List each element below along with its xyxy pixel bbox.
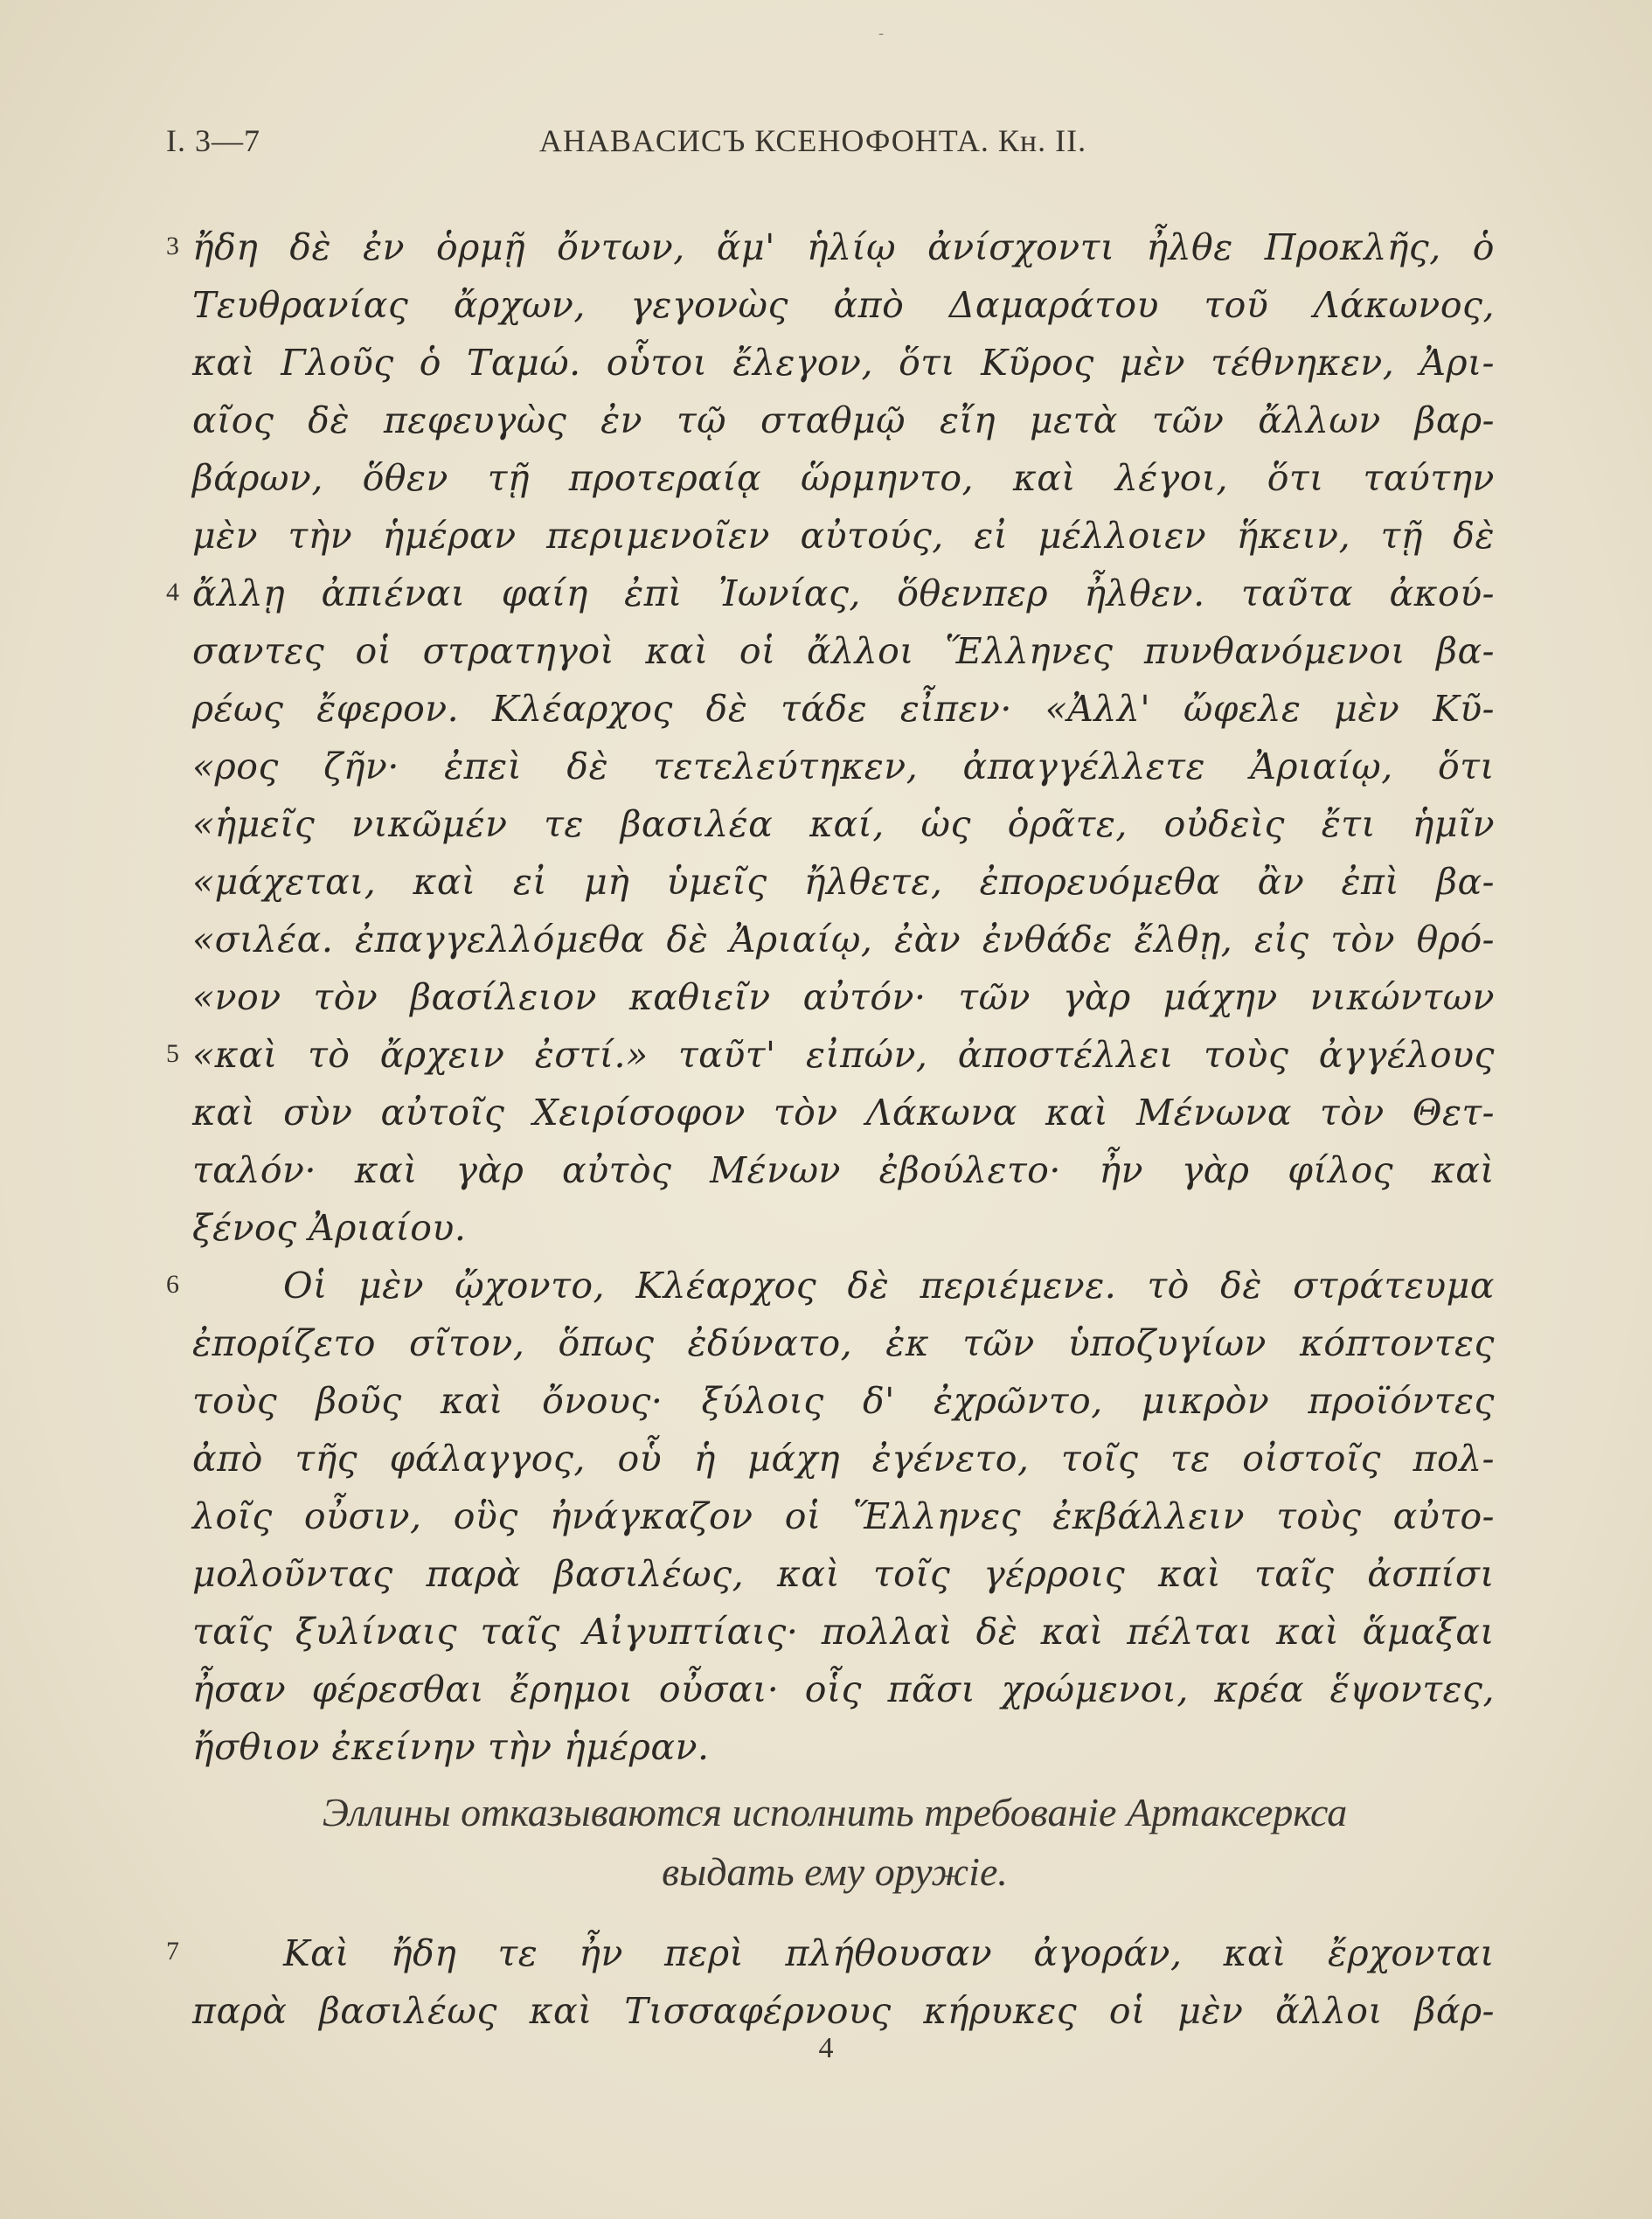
- top-mark: -: [878, 24, 885, 43]
- text-line: Οἱ μὲν ᾤχοντο, Κλέαρχος δὲ περιέμενε. τὸ δὲ στράτευμα: [283, 1265, 1495, 1307]
- paragraph-1: [192, 218, 1495, 1257]
- page-number: 4: [818, 2032, 834, 2064]
- paragraph-2: [192, 1257, 1495, 1776]
- text-line: «ρος ζῆν· ἐπεὶ δὲ τετελεύτηκεν, ἀπαγγέλλετε Ἀριαίῳ, ὅτι: [192, 745, 1495, 787]
- text-line: ταλόν· καὶ γὰρ αὐτὸς Μένων ἐβούλετο· ἦν γὰρ φίλος καὶ: [192, 1149, 1495, 1191]
- running-header: [166, 122, 1460, 175]
- text-line: λοῖς οὖσιν, οὓς ἠνάγκαζον οἱ Ἕλληνες ἐκβάλλειν τοὺς αὐτο-: [192, 1495, 1495, 1537]
- text-line: «καὶ τὸ ἄρχειν ἐστί.» ταῦτ' εἰπών, ἀποστέλλει τοὺς ἀγγέλους: [192, 1034, 1495, 1076]
- text-line: μολοῦντας παρὰ βασιλέως, καὶ τοῖς γέρροις καὶ ταῖς ἀσπίσι: [192, 1553, 1495, 1595]
- section-number-7: 7: [166, 1937, 179, 1966]
- text-line: Καὶ ἤδη τε ἦν περὶ πλήθουσαν ἀγοράν, καὶ ἔρχονται: [283, 1932, 1495, 1974]
- section-number-4: 4: [166, 578, 179, 607]
- text-line: βάρων, ὅθεν τῇ προτεραίᾳ ὥρμηντο, καὶ λέγοι, ὅτι ταύτην: [192, 457, 1495, 499]
- text-line: ἀπὸ τῆς φάλαγγος, οὗ ἡ μάχη ἐγένετο, τοῖς τε οἰστοῖς πολ-: [192, 1438, 1495, 1480]
- text-line: «νον τὸν βασίλειον καθιεῖν αὐτόν· τῶν γὰρ μάχην νικώντων: [192, 976, 1495, 1018]
- heading-line: выдать ему оружіе.: [662, 1849, 1008, 1894]
- text-line: «ἡμεῖς νικῶμέν τε βασιλέα καί, ὡς ὁρᾶτε, οὐδεὶς ἔτι ἡμῖν: [192, 803, 1495, 845]
- section-heading: [166, 1783, 1503, 1902]
- text-line: ἦσαν φέρεσθαι ἔρημοι οὖσαι· οἷς πᾶσι χρώμενοι, κρέα ἕψοντες,: [192, 1668, 1495, 1710]
- text-line: τοὺς βοῦς καὶ ὄνους· ξύλοις δ' ἐχρῶντο, μικρὸν προϊόντες: [192, 1380, 1495, 1422]
- header-title: ΑΗΑΒΑCИCЪ КСЕНОФОНТА. Кн. II.: [538, 123, 1087, 158]
- section-number-6: 6: [166, 1270, 179, 1299]
- text-line: ἤσθιον ἐκείνην τὴν ἡμέραν.: [192, 1726, 710, 1768]
- header-section-ref: I. 3—7: [166, 123, 260, 158]
- text-line: «μάχεται, καὶ εἰ μὴ ὑμεῖς ἤλθετε, ἐπορευόμεθα ἂν ἐπὶ βα-: [192, 861, 1495, 903]
- text-line: ἄλλῃ ἀπιέναι φαίη ἐπὶ Ἰωνίας, ὅθενπερ ἦλθεν. ταῦτα ἀκού-: [192, 572, 1495, 614]
- text-line: ἤδη δὲ ἐν ὁρμῇ ὄντων, ἅμ' ἡλίῳ ἀνίσχοντι ἦλθε Προκλῆς, ὁ: [192, 226, 1495, 268]
- text-line: καὶ Γλοῦς ὁ Ταμώ. οὗτοι ἔλεγον, ὅτι Κῦρος μὲν τέθνηκεν, Ἀρι-: [192, 342, 1495, 384]
- text-line: ταῖς ξυλίναις ταῖς Αἰγυπτίαις· πολλαὶ δὲ καὶ πέλται καὶ ἅμαξαι: [192, 1611, 1495, 1653]
- section-number-5: 5: [166, 1039, 179, 1068]
- text-line: σαντες οἱ στρατηγοὶ καὶ οἱ ἄλλοι Ἕλληνες πυνθανόμενοι βα-: [192, 630, 1495, 672]
- text-line: ἐπορίζετο σῖτον, ὅπως ἐδύνατο, ἐκ τῶν ὑποζυγίων κόπτοντες: [192, 1322, 1495, 1364]
- text-line: ξένος Ἀριαίου.: [192, 1207, 467, 1249]
- text-line: αῖος δὲ πεφευγὼς ἐν τῷ σταθμῷ εἴη μετὰ τῶν ἄλλων βαρ-: [192, 399, 1495, 441]
- paragraph-3: [192, 1924, 1495, 2040]
- text-line: Τευθρανίας ἄρχων, γεγονὼς ἀπὸ Δαμαράτου τοῦ Λάκωνος,: [192, 284, 1495, 326]
- text-line: καὶ σὺν αὐτοῖς Χειρίσοφον τὸν Λάκωνα καὶ Μένωνα τὸν Θετ-: [192, 1092, 1495, 1134]
- text-line: ρέως ἔφερον. Κλέαρχος δὲ τάδε εἶπεν· «Ἀλλ' ὤφελε μὲν Κῦ-: [192, 688, 1495, 730]
- heading-line: Эллины отказываются исполнить требованіе Артаксеркса: [322, 1790, 1348, 1834]
- text-line: μὲν τὴν ἡμέραν περιμενοῖεν αὐτούς, εἰ μέλλοιεν ἥκειν, τῇ δὲ: [192, 515, 1495, 557]
- text-line: παρὰ βασιλέως καὶ Τισσαφέρνους κήρυκες οἱ μὲν ἄλλοι βάρ-: [192, 1990, 1495, 2032]
- text-line: «σιλέα. ἐπαγγελλόμεθα δὲ Ἀριαίῳ, ἐὰν ἐνθάδε ἔλθῃ, εἰς τὸν θρό-: [192, 919, 1495, 960]
- section-number-3: 3: [166, 232, 179, 260]
